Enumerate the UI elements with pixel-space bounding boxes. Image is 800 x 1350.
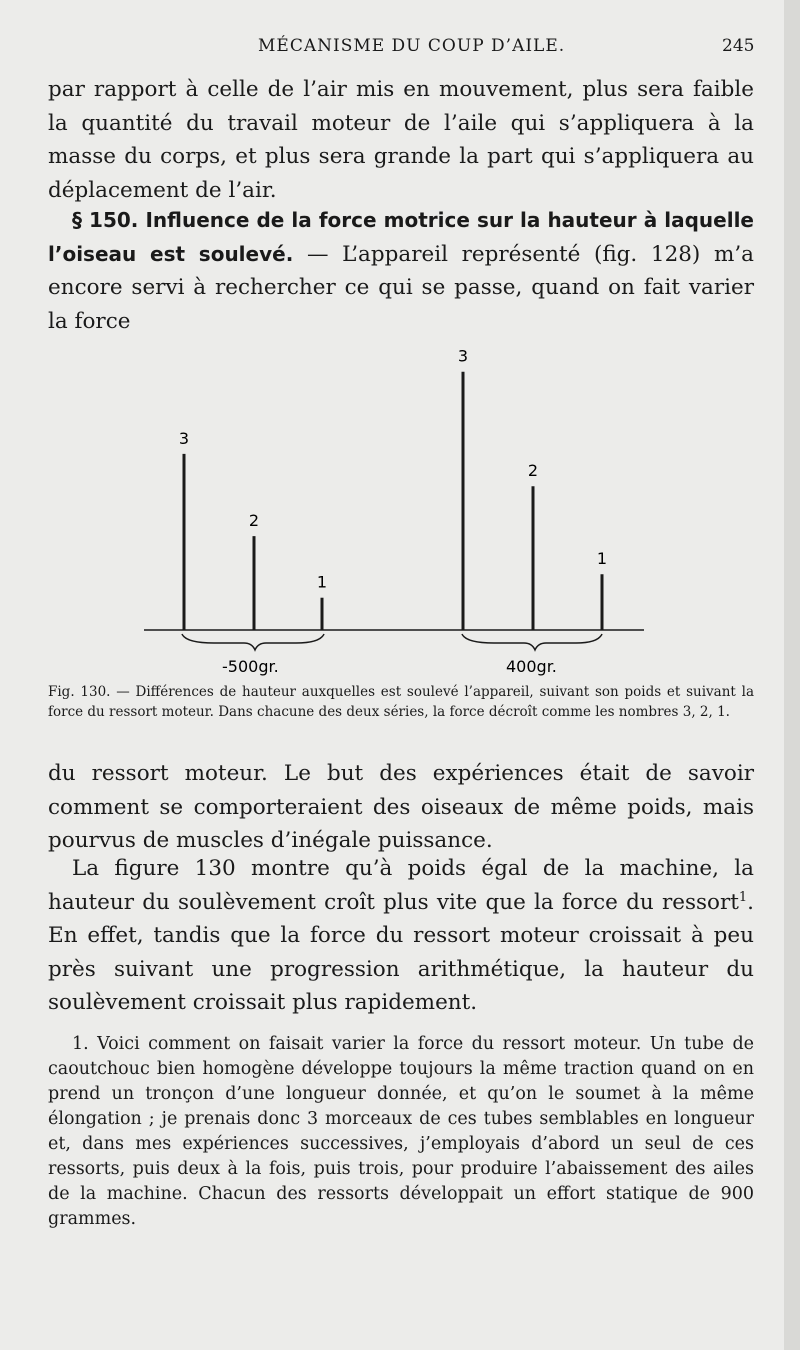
bar-label-series-2-force-2: 2 (527, 461, 539, 481)
caption-label: Fig. 130. (48, 684, 111, 700)
caption-text: — Différences de hauteur auxquelles est soulevé l’appareil, suivant son poids et suivant la force du ressort moteur. Dans chacune des deux séries, la force décroît comme les nombres 3, 2, 1. (48, 684, 754, 720)
paragraph-4-text-before: La figure 130 montre qu’à poids égal de la machine, la hauteur du soulèvement croît plus vite que la force du ressort (48, 856, 754, 915)
brace-right (462, 634, 602, 650)
figure-caption (48, 682, 754, 722)
bar-label-series-2-force-3: 3 (457, 346, 469, 366)
paragraph-4-text-after: . En effet, tandis que la force du ressort moteur croissait à peu près suivant une progression arithmétique, la hauteur du soulèvement croissait plus rapidement. (48, 889, 754, 1015)
bars-group (179, 347, 607, 630)
group-label-500gr: -500gr. (222, 657, 279, 676)
paragraph-4 (48, 852, 754, 1020)
page-header (0, 30, 784, 60)
bar-label-series-1-force-2: 2 (248, 511, 260, 531)
paragraph-3 (48, 757, 754, 858)
section-heading: § 150. Influence de la force motrice sur la hauteur à laquelle l’oiseau est soulevé. (48, 208, 754, 266)
group-label-400gr: 400gr. (506, 657, 557, 676)
paragraph-1 (48, 73, 754, 207)
footnote-text: 1. Voici comment on faisait varier la force du ressort moteur. Un tube de caoutchouc bien homogène développe toujours la même traction quand on en prend un tronçon d’une longueur donnée, et qu’on le soumet à la même élongation ; je prenais donc 3 morceaux de ces tubes semblables en longueur et, dans mes expériences successives, j’employais d’abord un seul de ces ressorts, puis deux à la fois, puis trois, pour produire l’abaissement des ailes de la machine. Chacun des ressorts développait un effort statique de 900 grammes. (48, 1034, 754, 1229)
paragraph-3-text: du ressort moteur. Le but des expériences était de savoir comment se comporteraient des oiseaux de même poids, mais pourvus de muscles d’inégale puissance. (48, 761, 754, 853)
bar-label-series-1-force-1: 1 (316, 572, 328, 592)
footnote-reference[interactable]: 1 (738, 889, 748, 905)
footnote-1 (48, 1032, 754, 1232)
running-title: MÉCANISME DU COUP D’AILE. (258, 36, 566, 56)
bar-label-series-1-force-3: 3 (178, 428, 190, 448)
paragraph-1-text: par rapport à celle de l’air mis en mouvement, plus sera faible la quantité du travail moteur de l’aile qui s’appliquera à la masse du corps, et plus sera grande la part qui s’appliquera au déplacement de l’air. (48, 77, 754, 203)
bar-label-series-2-force-1: 1 (596, 549, 608, 569)
paragraph-2-text: — L’appareil représenté (fig. 128) m’a encore servi à rechercher ce qui se passe, quand on fait varier la force (48, 241, 754, 334)
page-number: 245 (722, 36, 755, 56)
figure-130-chart (0, 300, 784, 680)
brace-left (182, 634, 324, 650)
